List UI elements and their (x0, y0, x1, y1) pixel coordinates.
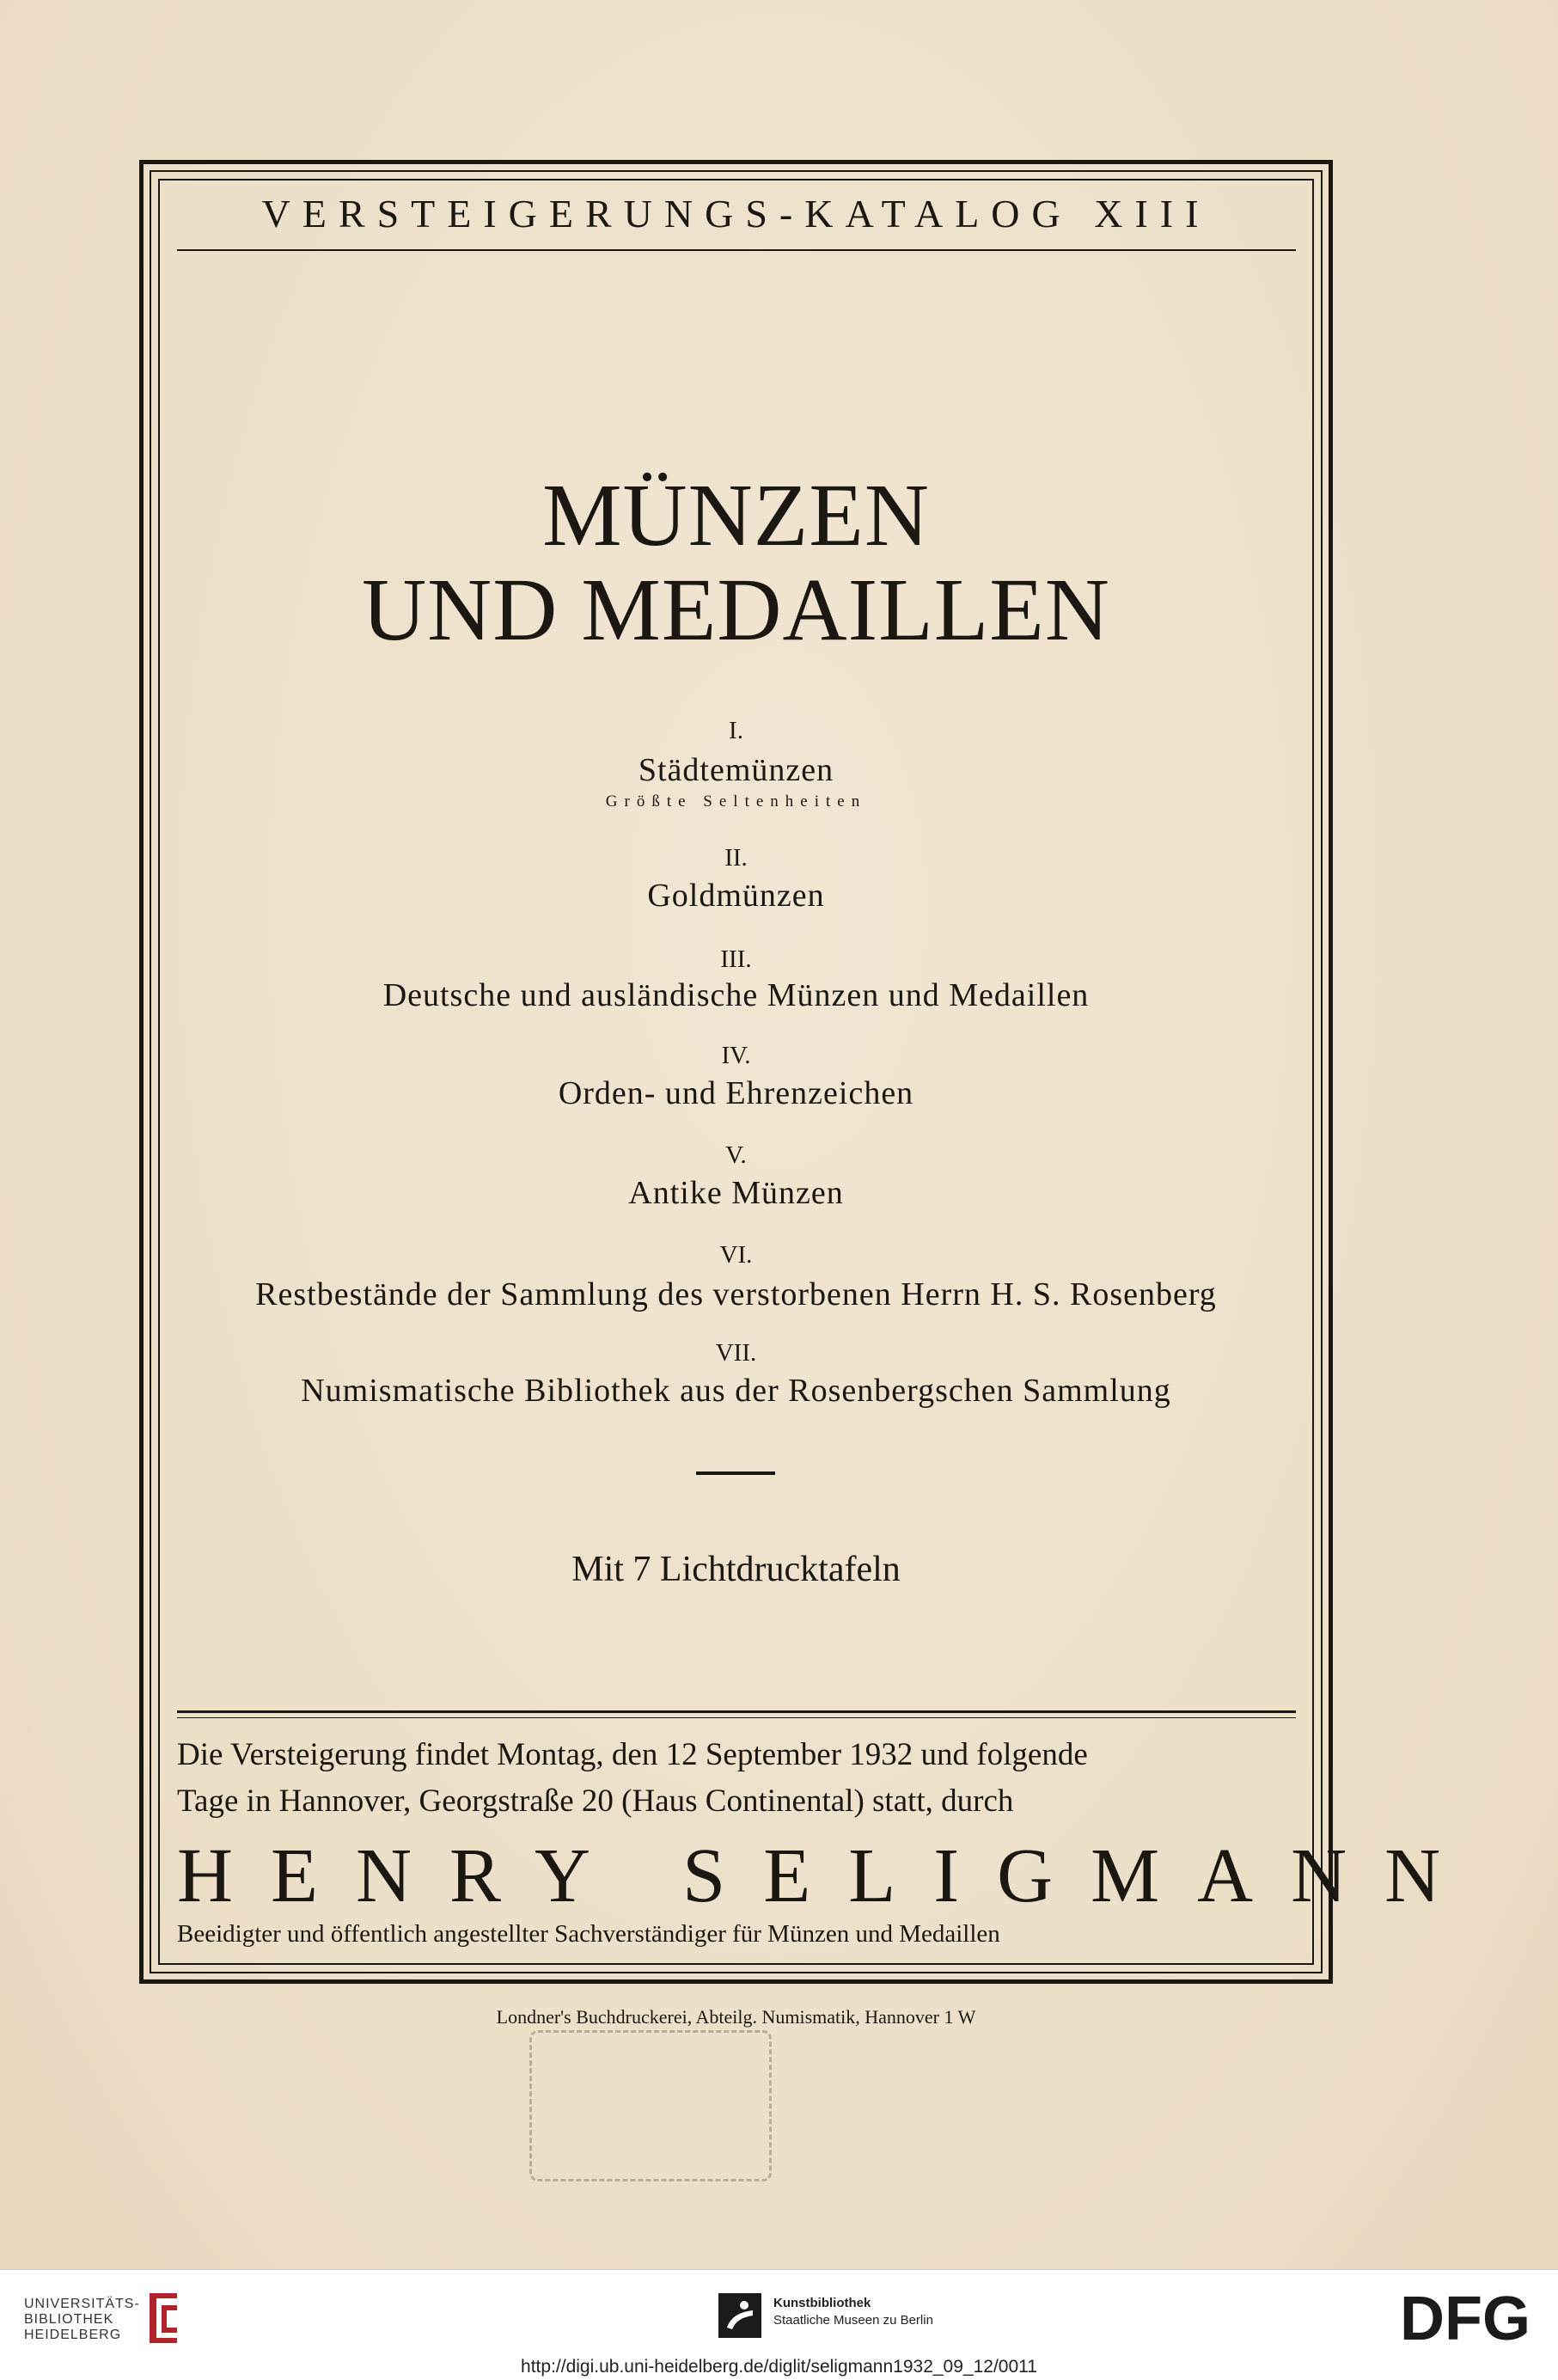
auctioneer-name (177, 1833, 1479, 1918)
kunstbibliothek-label[interactable] (773, 2295, 933, 2329)
auctioneer-credential (177, 1920, 1296, 1949)
dfg-logo-icon[interactable] (1385, 2286, 1545, 2350)
section-3-numeral: III. (720, 945, 752, 973)
auction-date-line (177, 1736, 1296, 1773)
university-line-1: UNIVERSITÄTS- (24, 2297, 140, 2311)
university-line-3: HEIDELBERG (24, 2328, 122, 2342)
section-5-title: Antike Münzen (628, 1175, 844, 1211)
section-divider (696, 1471, 775, 1475)
university-line-2: BIBLIOTHEK (24, 2312, 114, 2327)
auction-location-text: Tage in Hannover, Georgstraße 20 (Haus Continental) statt, durch (177, 1783, 1014, 1819)
catalog-header-title: VERSTEIGERUNGS-KATALOG XIII (261, 192, 1211, 236)
auctioneer-name-text: HENRY SELIGMANN (177, 1833, 1479, 1918)
header-rule (177, 249, 1296, 251)
library-stamp (529, 2030, 772, 2181)
auction-date-text: Die Versteigerung findet Montag, den 12 September 1932 und folgende (177, 1737, 1088, 1772)
section-6-numeral: VI. (719, 1241, 753, 1269)
permalink-url[interactable]: http://digi.ub.uni-heidelberg.de/diglit/seligmann1932_09_12/0011 (521, 2357, 1037, 2377)
university-library-label[interactable] (24, 2297, 140, 2343)
section-7-title: Numismatische Bibliothek aus der Rosenbergschen Sammlung (301, 1373, 1171, 1409)
section-1-title: Städtemünzen (638, 752, 834, 788)
section-6-title: Restbestände der Sammlung des verstorbenen Herrn H. S. Rosenberg (255, 1276, 1217, 1312)
section-3-title: Deutsche und ausländische Münzen und Medaillen (382, 977, 1090, 1013)
footer-rule-thin (177, 1717, 1296, 1718)
university-logo-icon[interactable] (143, 2290, 184, 2346)
main-title-line1: MÜNZEN (542, 466, 930, 565)
kunstbibliothek-subtitle: Staatliche Museen zu Berlin (773, 2313, 933, 2328)
section-1-subtitle: Größte Seltenheiten (605, 792, 867, 811)
auction-location-line (177, 1783, 1296, 1820)
section-4-numeral: IV. (721, 1042, 751, 1069)
section-5-numeral: V. (725, 1141, 747, 1169)
section-2-numeral: II. (724, 844, 748, 872)
section-1-numeral: I. (729, 717, 743, 744)
footer-rule-top (177, 1710, 1296, 1713)
kunstbibliothek-title: Kunstbibliothek (773, 2296, 871, 2310)
plates-note: Mit 7 Lichtdrucktafeln (571, 1550, 901, 1589)
printer-imprint: Londner's Buchdruckerei, Abteilg. Numismatik, Hannover 1 W (496, 2006, 976, 2028)
kunstbibliothek-logo-icon[interactable] (718, 2293, 761, 2338)
main-title-line2: UND MEDAILLEN (362, 560, 1110, 659)
section-7-numeral: VII. (715, 1339, 757, 1367)
page-frame-inner (158, 179, 1314, 1965)
section-2-title: Goldmünzen (647, 878, 825, 914)
dfg-logo-text: DFG (1400, 2286, 1531, 2350)
section-4-title: Orden- und Ehrenzeichen (558, 1075, 914, 1111)
auctioneer-credential-text: Beeidigter und öffentlich angestellter Sachverständiger für Münzen und Medaillen (177, 1920, 1000, 1948)
